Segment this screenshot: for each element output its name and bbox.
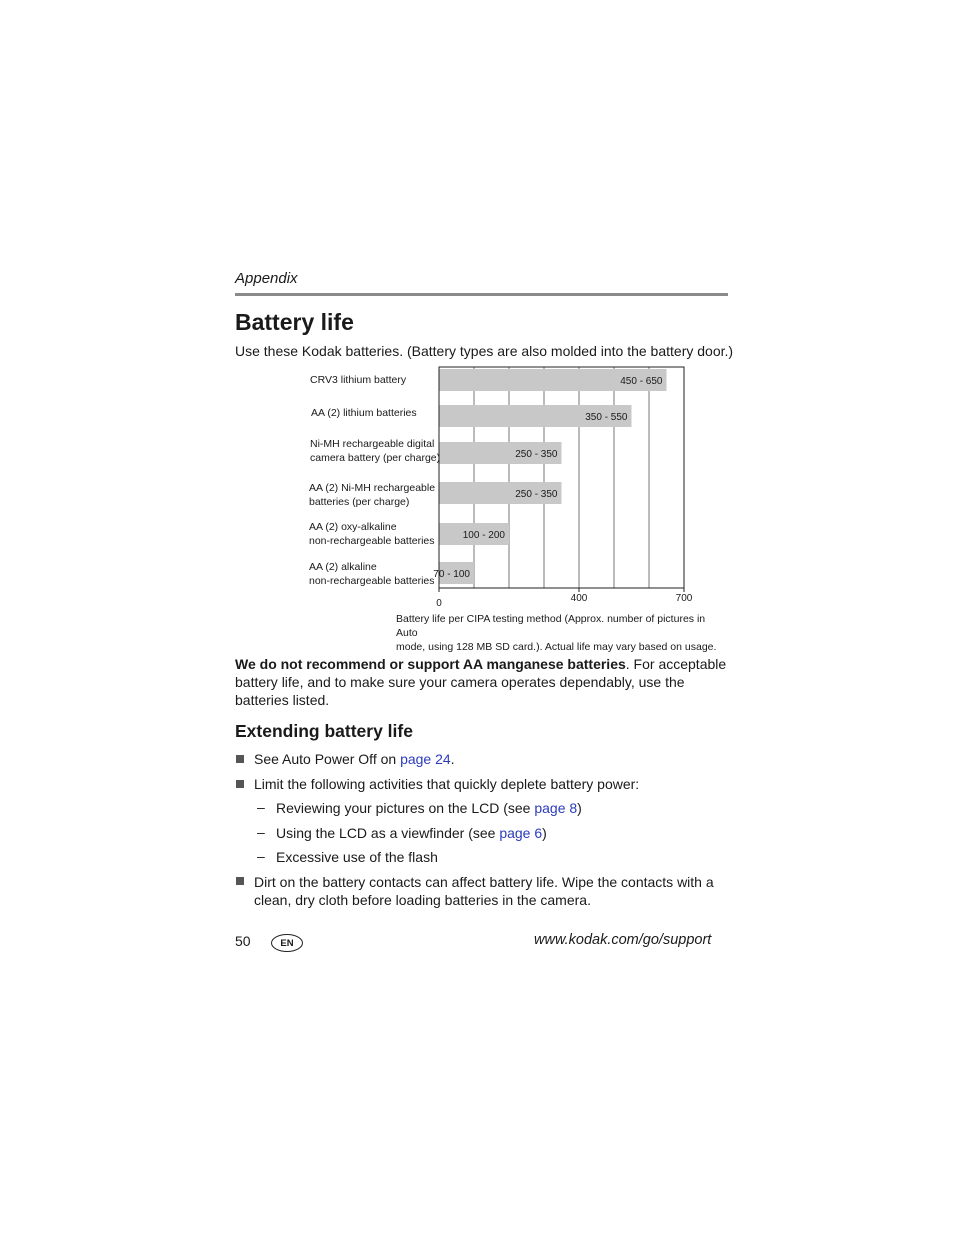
sub-bullet-viewfinder	[276, 824, 547, 842]
sub-bullet-end: )	[577, 800, 582, 816]
caption-line-2: mode, using 128 MB SD card.). Actual life may vary based on usage.	[396, 641, 717, 653]
bullet-text: See Auto Power Off on	[254, 751, 401, 767]
sub-bullet-flash: Excessive use of the flash	[276, 849, 438, 865]
bullet-square-icon	[236, 877, 244, 885]
page-title: Battery life	[235, 309, 354, 335]
dash-mark: –	[257, 824, 265, 840]
category-label-line: non-rechargeable batteries	[309, 535, 435, 547]
sub-bullet-end: )	[542, 825, 547, 841]
category-label	[310, 437, 442, 465]
intro-text: Use these Kodak batteries. (Battery types are also molded into the battery door.)	[235, 343, 734, 359]
plot-frame	[439, 367, 684, 588]
dash-mark: –	[257, 848, 265, 864]
bullet-square-icon	[236, 755, 244, 763]
link-page-8[interactable]: page 8	[534, 800, 578, 816]
category-label-line: CRV3 lithium battery	[310, 374, 407, 386]
category-label-line: camera battery (per charge)	[310, 452, 441, 464]
data-label: 100 - 200	[462, 530, 505, 541]
category-label	[309, 481, 441, 509]
bullet-square-icon	[236, 780, 244, 788]
caption-line-1: Battery life per CIPA testing method (Approx. number of pictures in Auto	[396, 613, 706, 639]
category-label	[311, 406, 443, 420]
data-label: 450 - 650	[620, 376, 663, 387]
dash-mark: –	[257, 799, 265, 815]
warning-paragraph	[235, 655, 727, 709]
category-label	[309, 520, 441, 548]
category-label-line: non-rechargeable batteries	[309, 575, 435, 587]
chart-caption	[396, 612, 726, 654]
warning-rest: . For acceptable battery life, and to make sure your camera operates dependably, use the batteries listed.	[235, 656, 727, 708]
sub-bullet-text: Using the LCD as a viewfinder (see	[276, 825, 500, 841]
category-label-line: Ni-MH rechargeable digital	[310, 438, 435, 450]
category-label-line: AA (2) lithium batteries	[311, 407, 417, 419]
category-label-line: AA (2) Ni-MH rechargeable	[309, 482, 436, 494]
tick-label: 700	[675, 593, 693, 604]
data-label: 350 - 550	[585, 412, 628, 423]
tick-label: 0	[436, 598, 442, 609]
category-label	[309, 560, 441, 588]
language-badge: EN	[271, 934, 303, 952]
category-label	[310, 373, 442, 387]
category-label-line: AA (2) oxy-alkaline	[309, 521, 397, 533]
header-rule	[235, 293, 728, 296]
warning-bold: We do not recommend or support AA manganese batteries	[235, 656, 626, 672]
bullet-dirt-contacts: Dirt on the battery contacts can affect battery life. Wipe the contacts with a clean, dry cloth before loading batteries in the camera.	[254, 874, 714, 908]
sub-bullet-text: Reviewing your pictures on the LCD (see	[276, 800, 535, 816]
subheading: Extending battery life	[235, 721, 413, 741]
category-label-line: batteries (per charge)	[309, 496, 410, 508]
section-label: Appendix	[235, 270, 298, 287]
footer-url: www.kodak.com/go/support	[534, 932, 712, 948]
bullet-end: .	[450, 751, 455, 767]
bullet-limit-activities: Limit the following activities that quickly deplete battery power:	[254, 776, 640, 792]
tick-label: 400	[570, 593, 588, 604]
category-label-line: AA (2) alkaline	[309, 561, 377, 573]
bullet-auto-power-off	[254, 750, 455, 768]
page-number: 50	[235, 933, 251, 949]
sub-bullet-review	[276, 799, 582, 817]
battery-life-chart	[300, 360, 740, 650]
data-label: 70 - 100	[433, 569, 470, 580]
data-label: 250 - 350	[515, 489, 558, 500]
data-label: 250 - 350	[515, 449, 558, 460]
link-page-24[interactable]: page 24	[400, 751, 451, 767]
link-page-6[interactable]: page 6	[499, 825, 543, 841]
